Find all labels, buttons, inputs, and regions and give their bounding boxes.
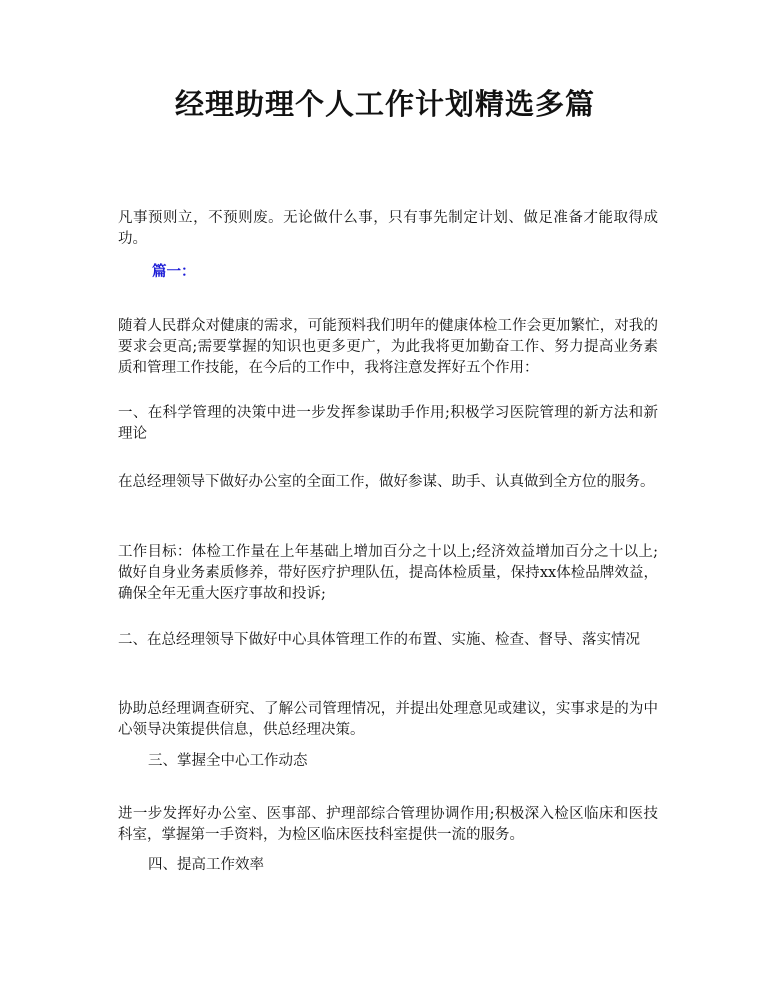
heading-3: 三、掌握全中心工作动态 — [148, 753, 308, 769]
section-label: 篇一： — [152, 263, 196, 280]
intro-paragraph: 凡事预则立，不预则废。无论做什么事，只有事先制定计划、做足准备才能取得成功。 — [118, 210, 658, 247]
paragraph-7: 进一步发挥好办公室、医事部、护理部综合管理协调作用;积极深入检区临床和医技科室，掌握第一手资料，为检区临床医技科室提供一流的服务。 — [118, 806, 658, 843]
page-title: 经理助理个人工作计划精选多篇 — [174, 87, 595, 121]
paragraph-6: 协助总经理调查研究、了解公司管理情况，并提出处理意见或建议，实事求是的为中心领导决策提供信息，供总经理决策。 — [118, 701, 658, 738]
paragraph-2: 一、在科学管理的决策中进一步发挥参谋助手作用;积极学习医院管理的新方法和新理论 — [118, 405, 658, 442]
paragraph-4: 工作目标：体检工作量在上年基础上增加百分之十以上;经济效益增加百分之十以上;做好自身业务素质修养，带好医疗护理队伍，提高体检质量，保持xx体检品牌效益，确保全年无重大医疗事故和投诉; — [118, 544, 658, 602]
paragraph-5: 二、在总经理领导下做好中心具体管理工作的布置、实施、检查、督导、落实情况 — [118, 632, 640, 648]
paragraph-3: 在总经理领导下做好办公室的全面工作，做好参谋、助手、认真做到全方位的服务。 — [118, 474, 655, 490]
heading-4: 四、提高工作效率 — [148, 857, 264, 873]
paragraph-1: 随着人民群众对健康的需求，可能预料我们明年的健康体检工作会更加繁忙，对我的要求会更高;需要掌握的知识也更多更广，为此我将更加勤奋工作、努力提高业务素质和管理工作技能，在今后的工作中，我将注意发挥好五个作用： — [118, 318, 658, 376]
